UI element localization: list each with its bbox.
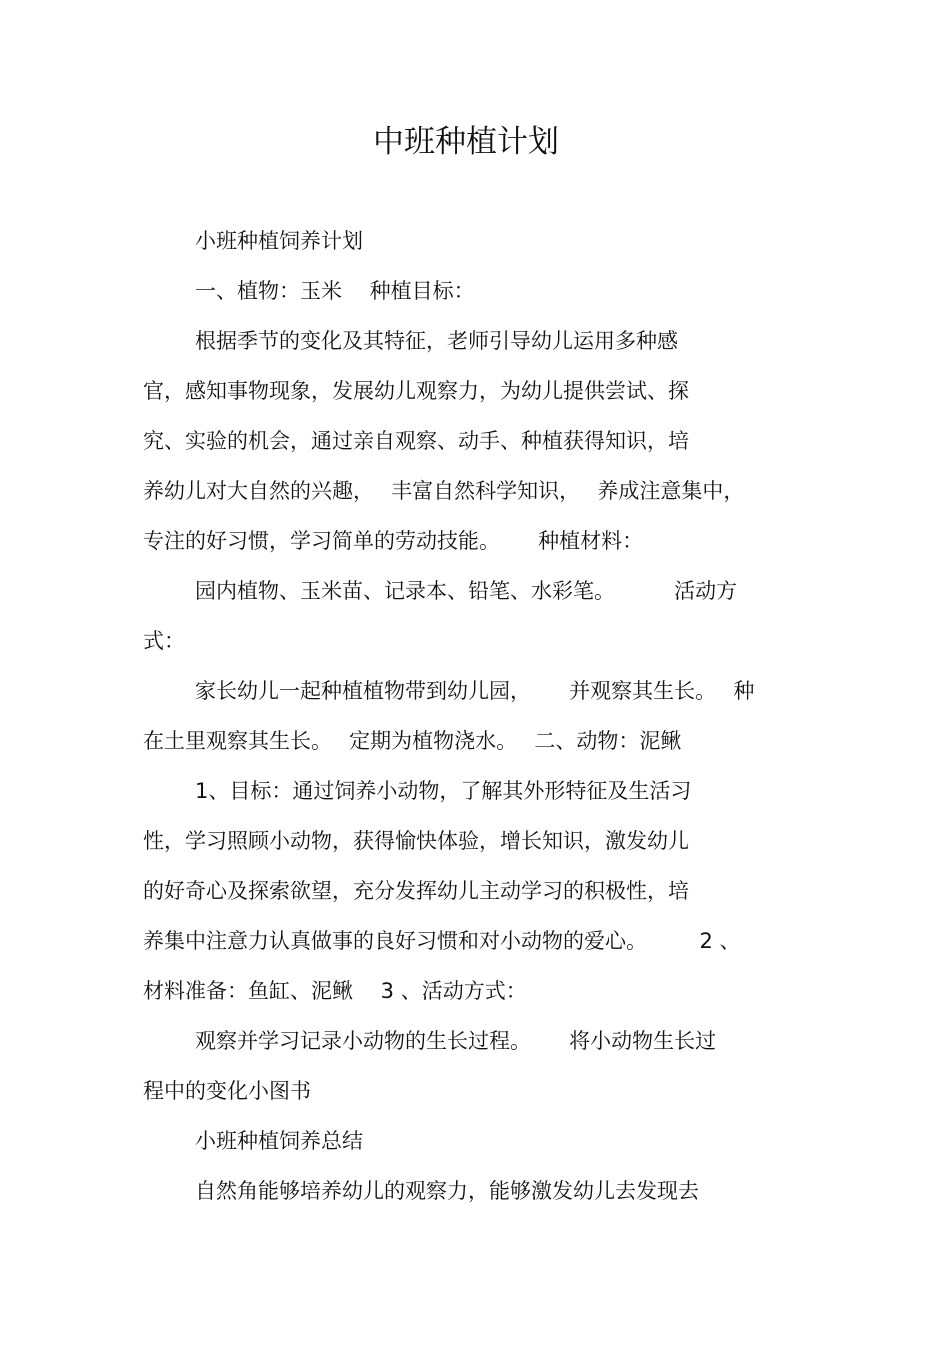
text-line: 程中的变化小图书	[143, 1079, 311, 1103]
text-line: 式：	[143, 629, 185, 653]
text-line: 家长幼儿一起种植植物带到幼儿园， 并观察其生长。 种	[195, 679, 755, 703]
text-line: 根据季节的变化及其特征，老师引导幼儿运用多种感	[195, 329, 678, 353]
text-line: 的好奇心及探索欲望，充分发挥幼儿主动学习的积极性，培	[143, 879, 689, 903]
text-line: 自然角能够培养幼儿的观察力，能够激发幼儿去发现去	[195, 1179, 699, 1203]
text-line: 在土里观察其生长。 定期为植物浇水。 二、动物：泥鳅	[143, 729, 682, 753]
text-line: 养集中注意力认真做事的良好习惯和对小动物的爱心。 2 、	[143, 929, 741, 953]
section-heading: 小班种植饲养计划	[195, 229, 363, 253]
text-line: 养幼儿对大自然的兴趣， 丰富自然科学知识， 养成注意集中，	[143, 479, 745, 503]
text-line: 专注的好习惯，学习简单的劳动技能。 种植材料：	[143, 529, 644, 553]
section-heading: 小班种植饲养总结	[195, 1129, 363, 1153]
text-line: 一、植物：玉米 种植目标：	[195, 279, 475, 303]
text-line: 究、实验的机会，通过亲自观察、动手、种植获得知识，培	[143, 429, 689, 453]
page-title: 中班种植计划	[373, 124, 559, 160]
text-line: 1、目标：通过饲养小动物，了解其外形特征及生活习	[195, 779, 692, 803]
text-line: 性，学习照顾小动物，获得愉快体验，增长知识，激发幼儿	[143, 829, 689, 853]
text-line: 观察并学习记录小动物的生长过程。 将小动物生长过	[195, 1029, 717, 1053]
text-line: 官，感知事物现象，发展幼儿观察力，为幼儿提供尝试、探	[143, 379, 689, 403]
text-line: 材料准备：鱼缸、泥鳅 3 、活动方式：	[143, 979, 527, 1003]
text-line: 园内植物、玉米苗、记录本、铅笔、水彩笔。 活动方	[195, 579, 738, 603]
